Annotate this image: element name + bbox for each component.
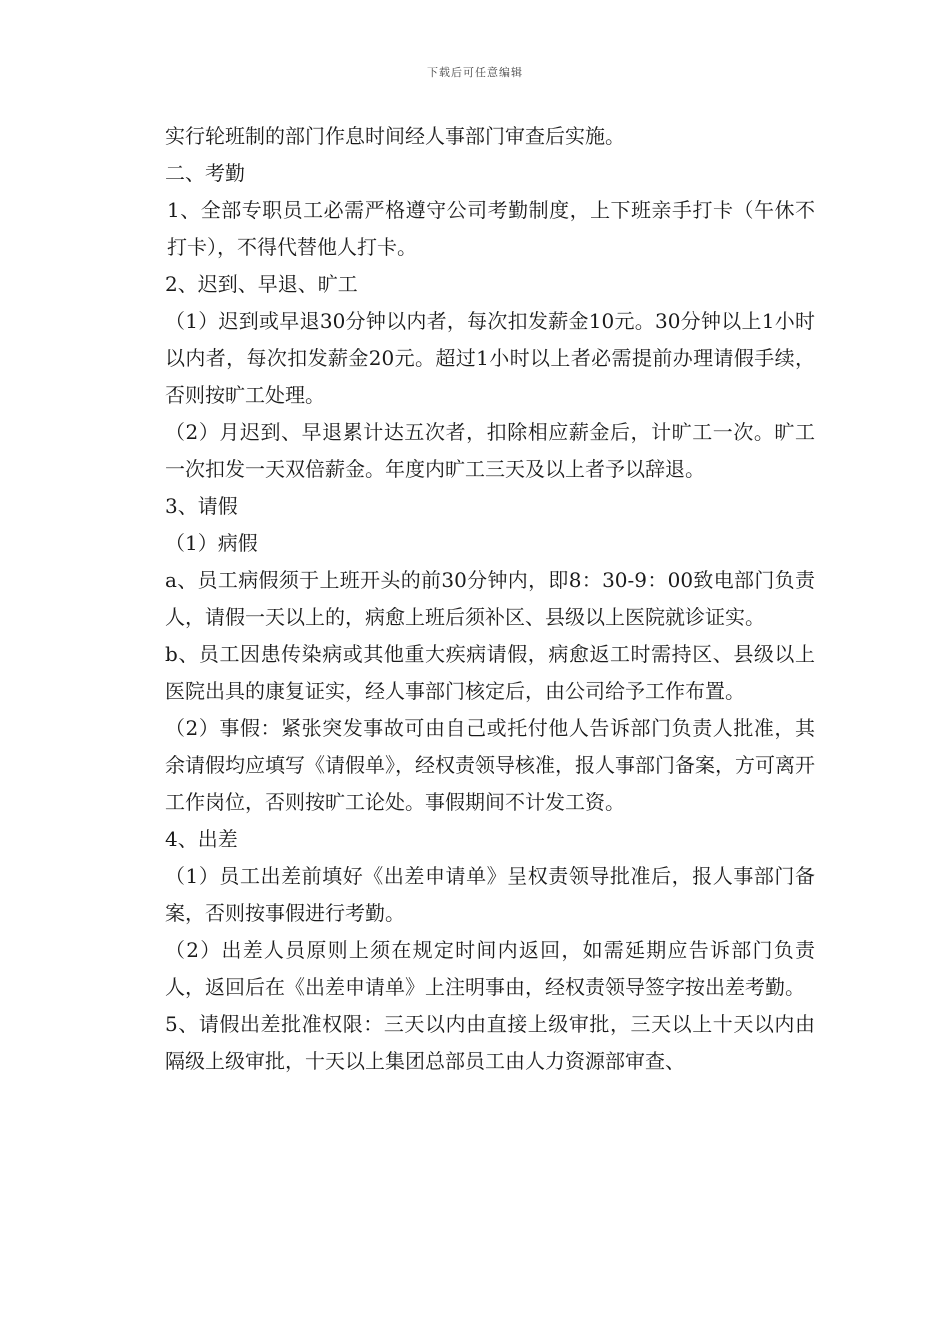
subsection-heading: 4、出差 [165, 827, 238, 851]
header-note: 下载后可任意编辑 [427, 66, 523, 79]
document-body [145, 118, 815, 1080]
paragraph: 1、全部专职员工必需严格遵守公司考勤制度，上下班亲手打卡（午休不打卡），不得代替他人打卡。 [167, 198, 815, 259]
paragraph: a、员工病假须于上班开头的前30分钟内，即8：30-9：00致电部门负责人，请假一天以上的，病愈上班后须补区、县级以上医院就诊证实。 [165, 568, 815, 629]
subsection-heading: 2、迟到、早退、旷工 [165, 272, 358, 296]
paragraph: （1）迟到或早退30分钟以内者，每次扣发薪金10元。30分钟以上1小时以内者，每次扣发薪金20元。超过1小时以上者必需提前办理请假手续，否则按旷工处理。 [165, 309, 815, 407]
paragraph: 实行轮班制的部门作息时间经人事部门审查后实施。 [165, 124, 625, 148]
section-heading: 二、考勤 [165, 161, 245, 185]
paragraph: （2）出差人员原则上须在规定时间内返回，如需延期应告诉部门负责人，返回后在《出差申请单》上注明事由，经权责领导签字按出差考勤。 [165, 938, 815, 999]
paragraph: （2）事假：紧张突发事故可由自己或托付他人告诉部门负责人批准，其余请假均应填写《请假单》，经权责领导核准，报人事部门备案，方可离开工作岗位，否则按旷工论处。事假期间不计发工资。 [165, 716, 815, 814]
subsection-heading: 3、请假 [165, 494, 238, 518]
paragraph: 5、请假出差批准权限：三天以内由直接上级审批，三天以上十天以内由隔级上级审批，十天以上集团总部员工由人力资源部审查、 [165, 1012, 815, 1073]
paragraph: （1）员工出差前填好《出差申请单》呈权责领导批准后，报人事部门备案，否则按事假进行考勤。 [165, 864, 815, 925]
paragraph: （2）月迟到、早退累计达五次者，扣除相应薪金后，计旷工一次。旷工一次扣发一天双倍薪金。年度内旷工三天及以上者予以辞退。 [165, 420, 815, 481]
subsection-heading: （1）病假 [165, 531, 258, 555]
paragraph: b、员工因患传染病或其他重大疾病请假，病愈返工时需持区、县级以上医院出具的康复证实，经人事部门核定后，由公司给予工作布置。 [165, 642, 815, 703]
